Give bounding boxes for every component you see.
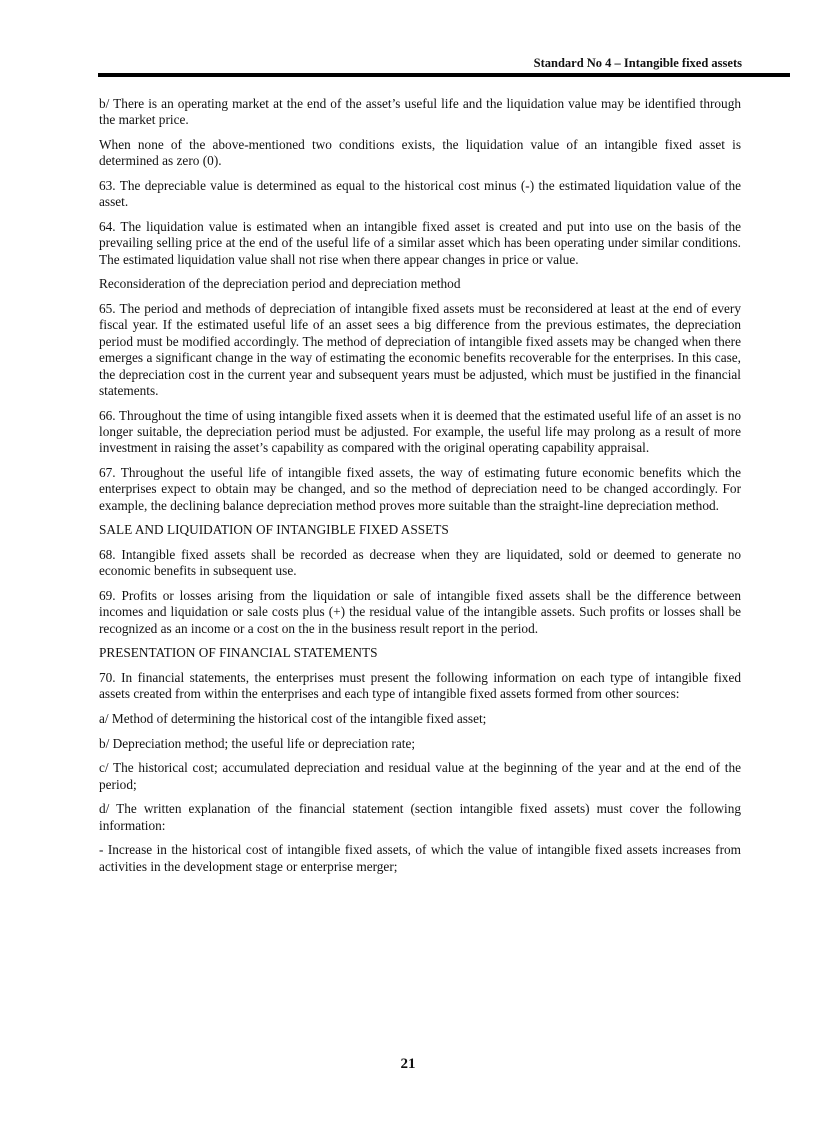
paragraph-zero-value: When none of the above-mentioned two conditions exists, the liquidation value of an intangible fixed asset is determined as zero (0). <box>99 137 741 169</box>
list-item-a: a/ Method of determining the historical cost of the intangible fixed asset; <box>99 711 487 727</box>
list-item-b: b/ Depreciation method; the useful life or depreciation rate; <box>99 735 416 751</box>
section-heading-sale-liquidation: SALE AND LIQUIDATION OF INTANGIBLE FIXED ASSETS <box>99 522 449 538</box>
list-item-c: c/ The historical cost; accumulated depreciation and residual value at the beginning of the year and at the end of the period; <box>99 760 741 792</box>
body-text <box>99 96 741 883</box>
running-header: Standard No 4 – Intangible fixed assets <box>533 56 742 70</box>
list-item-d: d/ The written explanation of the financial statement (section intangible fixed assets) must cover the following information: <box>99 801 741 833</box>
section-heading-reconsideration: Reconsideration of the depreciation period and depreciation method <box>99 276 461 292</box>
list-item-increase: - Increase in the historical cost of intangible fixed assets, of which the value of intangible fixed assets increases from activities in the development stage or enterprise merger; <box>99 842 741 874</box>
paragraph-68: 68. Intangible fixed assets shall be recorded as decrease when they are liquidated, sold or deemed to generate no economic benefits in subsequent use. <box>99 547 741 579</box>
paragraph-66: 66. Throughout the time of using intangible fixed assets when it is deemed that the estimated useful life of an asset is no longer suitable, the depreciation period must be adjusted. For example, the useful life may prolong as a result of more investment in raising the asset’s capability as compared with the original operating capability appraisal. <box>99 407 741 456</box>
paragraph-b-market: b/ There is an operating market at the end of the asset’s useful life and the liquidation value may be identified through the market price. <box>99 96 741 128</box>
paragraph-69: 69. Profits or losses arising from the liquidation or sale of intangible fixed assets shall be the difference between incomes and liquidation or sale costs plus (+) the residual value of the intangible assets. Such profits or losses shall be recognized as an income or a cost on the in the business result report in the period. <box>99 588 741 636</box>
paragraph-65: 65. The period and methods of depreciation of intangible fixed assets must be reconsidered at least at the end of every fiscal year. If the estimated useful life of an asset sees a big difference from the previous estimates, the depreciation period must be modified accordingly. The method of depreciation of intangible fixed assets may be changed when there emerges a significant change in the way of estimating the economic benefits recoverable for the enterprises. In this case, the depreciation cost in the current year and subsequent years must be adjusted, which must be justified in the financial statements. <box>99 301 741 399</box>
paragraph-63: 63. The depreciable value is determined as equal to the historical cost minus (-) the estimated liquidation value of the asset. <box>99 178 741 210</box>
paragraph-70: 70. In financial statements, the enterprises must present the following information on each type of intangible fixed assets created from within the enterprises and each type of intangible fixed assets formed from other sources: <box>99 670 741 702</box>
header-rule <box>98 73 790 77</box>
paragraph-67: 67. Throughout the useful life of intangible fixed assets, the way of estimating future economic benefits which the enterprises expect to obtain may be changed, and so the method of depreciation need to be changed accordingly. For example, the declining balance depreciation method proves more suitable than the straight-line depreciation method. <box>99 465 741 513</box>
paragraph-64: 64. The liquidation value is estimated when an intangible fixed asset is created and put into use on the basis of the prevailing selling price at the end of the useful life of a similar asset which has been operating under similar conditions. The estimated liquidation value shall not rise when there appear changes in price or value. <box>99 219 741 267</box>
section-heading-presentation: PRESENTATION OF FINANCIAL STATEMENTS <box>99 645 378 661</box>
page-number: 21 <box>400 1056 416 1072</box>
